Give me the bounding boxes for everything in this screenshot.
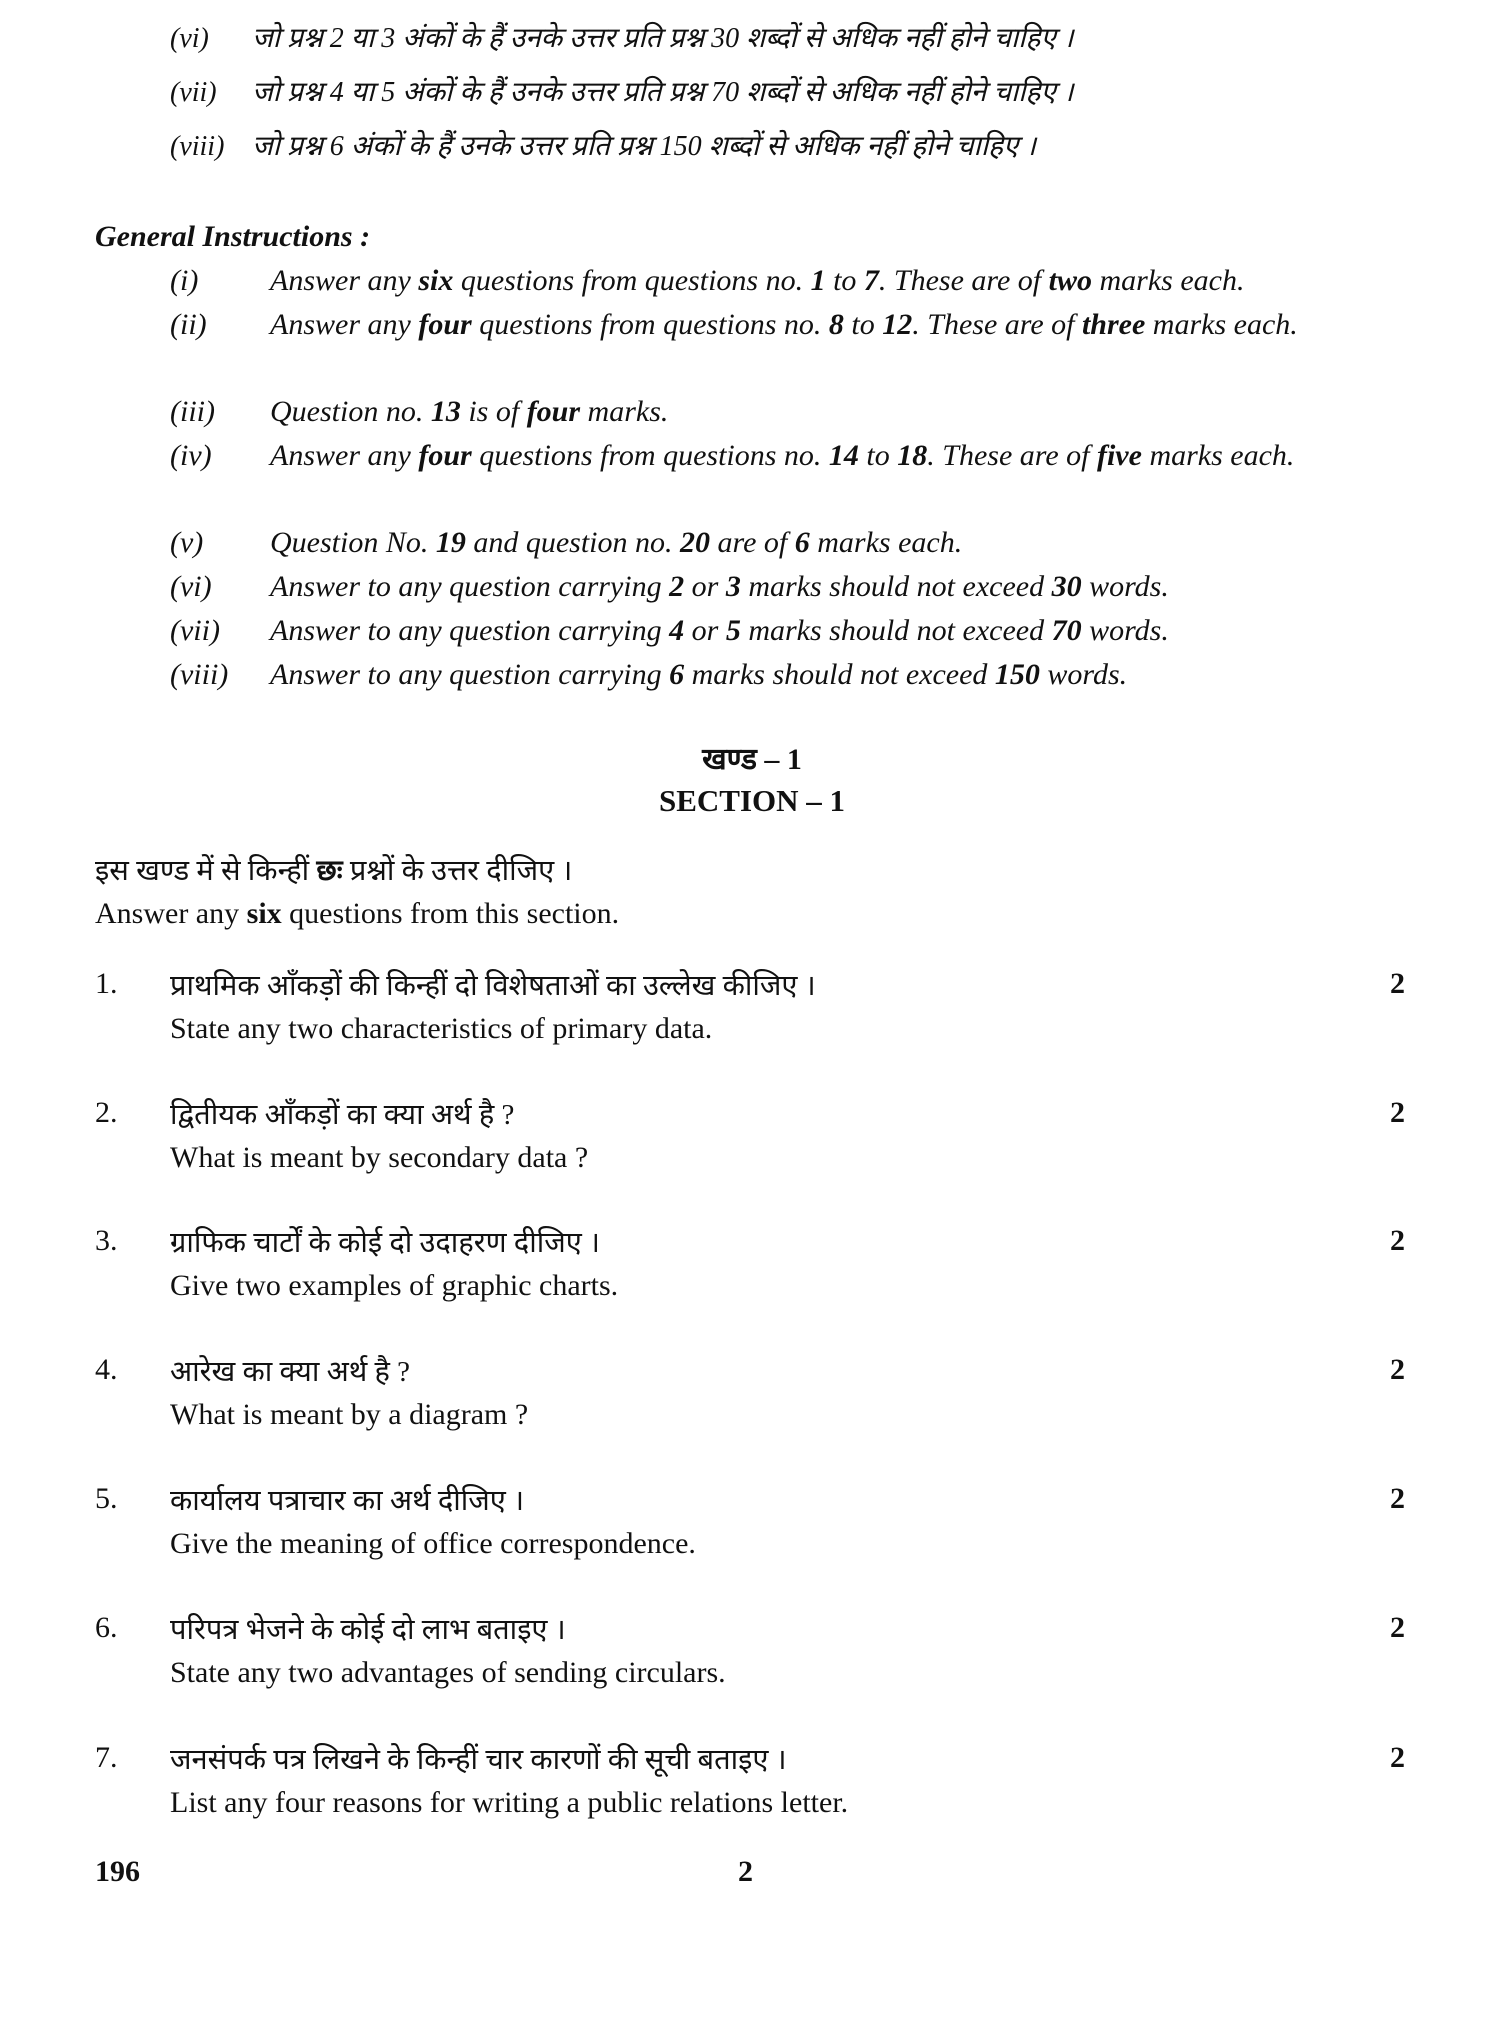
question-text-hindi: ग्राफिक चार्टों के कोई दो उदाहरण दीजिए । bbox=[170, 1227, 601, 1259]
instruction-number: (vi) bbox=[170, 570, 212, 603]
question-text-english: State any two characteristics of primary data. bbox=[170, 1012, 713, 1045]
question-number: 4. bbox=[95, 1353, 118, 1386]
hindi-instruction-vii bbox=[170, 72, 1074, 110]
question-text-hindi: प्राथमिक आँकड़ों की किन्हीं दो विशेषताओं का उल्लेख कीजिए । bbox=[170, 970, 816, 1002]
question-text-english: State any two advantages of sending circulars. bbox=[170, 1656, 726, 1689]
question-5 bbox=[95, 1482, 1405, 1582]
question-marks: 2 bbox=[1390, 1353, 1405, 1386]
question-text-hindi: जनसंपर्क पत्र लिखने के किन्हीं चार कारणों की सूची बताइए । bbox=[170, 1744, 787, 1776]
question-number: 1. bbox=[95, 967, 118, 1000]
instruction-number: (i) bbox=[170, 264, 199, 297]
question-text-hindi: आरेख का क्या अर्थ है ? bbox=[170, 1356, 411, 1388]
question-text-hindi: परिपत्र भेजने के कोई दो लाभ बताइए । bbox=[170, 1614, 566, 1646]
question-marks: 2 bbox=[1390, 1741, 1405, 1774]
hindi-instruction-vi bbox=[170, 18, 1074, 56]
instruction-text: Answer any four questions from questions no. 14 to 18. These are of five marks each. bbox=[270, 439, 1295, 472]
question-text-english: List any four reasons for writing a public relations letter. bbox=[170, 1786, 849, 1819]
instruction-text: Question No. 19 and question no. 20 are of 6 marks each. bbox=[270, 526, 963, 559]
question-number: 5. bbox=[95, 1482, 118, 1515]
instruction-text: जो प्रश्न 2 या 3 अंकों के हैं उनके उत्तर प्रति प्रश्न 30 शब्दों से अधिक नहीं होने चाहिए । bbox=[252, 23, 1074, 54]
general-instruction-i bbox=[170, 262, 1390, 300]
instruction-number: (vii) bbox=[170, 77, 217, 108]
section-title-english: SECTION – 1 bbox=[658, 783, 846, 818]
general-instruction-vi bbox=[170, 568, 1390, 606]
question-text-english: What is meant by secondary data ? bbox=[170, 1141, 589, 1174]
question-text-hindi: द्वितीयक आँकड़ों का क्या अर्थ है ? bbox=[170, 1099, 515, 1131]
instruction-text: Answer to any question carrying 4 or 5 marks should not exceed 70 words. bbox=[270, 614, 1169, 647]
general-instruction-viii bbox=[170, 656, 1390, 694]
general-instruction-iv bbox=[170, 437, 1390, 475]
instruction-number: (v) bbox=[170, 526, 204, 559]
instruction-number: (iv) bbox=[170, 439, 212, 472]
instruction-text: जो प्रश्न 6 अंकों के हैं उनके उत्तर प्रति प्रश्न 150 शब्दों से अधिक नहीं होने चाहिए । bbox=[252, 131, 1037, 162]
question-marks: 2 bbox=[1390, 1482, 1405, 1515]
general-instruction-v bbox=[170, 524, 1390, 562]
section-instruction-english: Answer any six questions from this section. bbox=[95, 897, 620, 930]
question-4 bbox=[95, 1353, 1405, 1453]
question-1 bbox=[95, 967, 1405, 1067]
general-instruction-vii bbox=[170, 612, 1390, 650]
question-marks: 2 bbox=[1390, 1611, 1405, 1644]
instruction-number: (iii) bbox=[170, 395, 215, 428]
question-number: 7. bbox=[95, 1741, 118, 1774]
question-text-english: Give the meaning of office correspondence. bbox=[170, 1527, 696, 1560]
question-number: 3. bbox=[95, 1224, 118, 1257]
instruction-number: (vi) bbox=[170, 23, 209, 54]
question-3 bbox=[95, 1224, 1405, 1324]
instruction-text: Answer to any question carrying 2 or 3 marks should not exceed 30 words. bbox=[270, 570, 1169, 603]
question-number: 6. bbox=[95, 1611, 118, 1644]
hindi-instruction-viii bbox=[170, 126, 1036, 164]
instruction-text: Question no. 13 is of four marks. bbox=[270, 395, 669, 428]
general-instruction-ii bbox=[170, 306, 1390, 344]
question-number: 2. bbox=[95, 1096, 118, 1129]
instruction-number: (viii) bbox=[170, 658, 229, 691]
instruction-number: (ii) bbox=[170, 308, 207, 341]
question-text-english: What is meant by a diagram ? bbox=[170, 1398, 529, 1431]
general-instructions-title: General Instructions : bbox=[95, 220, 371, 253]
instruction-text: Answer any four questions from questions no. 8 to 12. These are of three marks each. bbox=[270, 308, 1298, 341]
question-marks: 2 bbox=[1390, 1224, 1405, 1257]
section-instruction-hindi: इस खण्ड में से किन्हीं छः प्रश्नों के उत्तर दीजिए । bbox=[95, 855, 573, 887]
question-marks: 2 bbox=[1390, 1096, 1405, 1129]
paper-code: 196 bbox=[95, 1855, 140, 1888]
instruction-number: (viii) bbox=[170, 131, 225, 162]
instruction-text: जो प्रश्न 4 या 5 अंकों के हैं उनके उत्तर प्रति प्रश्न 70 शब्दों से अधिक नहीं होने चाहिए । bbox=[252, 77, 1074, 108]
question-marks: 2 bbox=[1390, 967, 1405, 1000]
question-text-english: Give two examples of graphic charts. bbox=[170, 1269, 619, 1302]
instruction-number: (vii) bbox=[170, 614, 220, 647]
general-instruction-iii bbox=[170, 393, 1390, 431]
question-2 bbox=[95, 1096, 1405, 1196]
question-7 bbox=[95, 1741, 1405, 1841]
question-6 bbox=[95, 1611, 1405, 1711]
question-text-hindi: कार्यालय पत्राचार का अर्थ दीजिए । bbox=[170, 1485, 525, 1517]
instruction-text: Answer to any question carrying 6 marks should not exceed 150 words. bbox=[270, 658, 1128, 691]
page-number: 2 bbox=[738, 1855, 753, 1888]
instruction-text: Answer any six questions from questions no. 1 to 7. These are of two marks each. bbox=[270, 264, 1245, 297]
section-title-hindi: खण्ड – 1 bbox=[702, 743, 802, 776]
